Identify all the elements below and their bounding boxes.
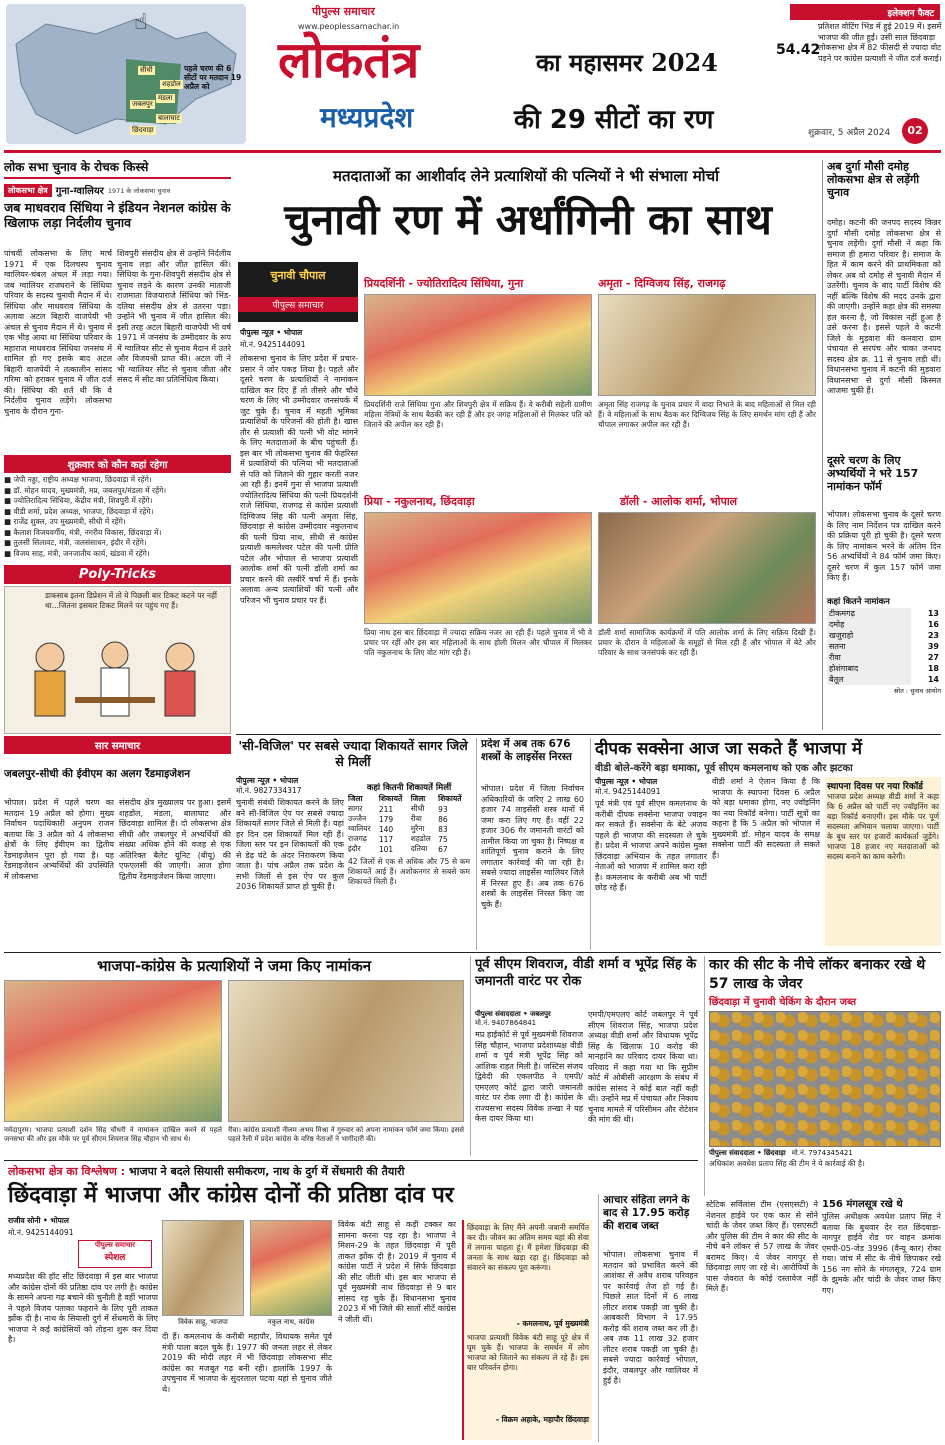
page-number: 02 [902, 118, 928, 144]
friday-schedule-list [4, 475, 231, 559]
main-body: लोकसभा चुनाव के लिए प्रदेश में प्रचार-प्रसार ने जोर पकड़ लिया है। पहले और दूसरे चरण के प्रत्याशियों ने नामांकन दाखिल कर दिए हैं तो तीसरे और चौथे चरण के लिए भी उम्मीदवार जनसंपर्क में जुट चुके हैं। चुनाव में महती भूमिका प्रत्याशियों के परिजनों की होती है। खास तौर से प्रत्याशी की पत्नी भी वोट मांगने के लिए मतदाताओं के बीच पहुंचती हैं। इस बार भी लोकसभा चुनाव की फेहरिस्त में प्रत्याशियों की पत्नियां भी मतदाताओं से पति को जिताने की गुहार करती नजर आ रही हैं। इनमें गुना से भाजपा प्रत्याशी ज्योतिरादित्य सिंधिया की पत्नी प्रियदर्शनी राजे सिंधिया, राजगढ़ से कांग्रेस प्रत्याशी दिग्विजय सिंह की पत्नी अमृता सिंह, छिंदवाड़ा से कांग्रेस उम्मीदवार नकुलनाथ की पत्नी प्रिया नाथ, सीधी से कांग्रेस प्रत्याशी कमलेश्वर पटेल की पत्नी प्रीति पटेल और भोपाल से भाजपा प्रत्याशी आलोक शर्मा की पत्नी डॉली शर्मा का प्रचार करने की तस्वीरें चर्चा में हैं। इनके अलावा अन्य प्रत्याशियों की पत्नी और परिजन भी चुनाव प्रचार पर हैं। [240, 354, 358, 605]
cvigil-byline: पीपुल्स न्यूज़ • भोपाल [236, 776, 299, 785]
evm-story [4, 768, 231, 950]
masthead-title: लोकतंत्र [278, 30, 420, 89]
quote-ahake: भाजपा प्रत्याशी विवेक बंटी साहू पूरे क्षेत्र में घूम चुके हैं। भाजपा के समर्थन में लोग भाजपा को जिताने का संकल्प ले रहे हैं। इस बार परिवर्तन होगा। [467, 1333, 589, 1372]
paper-url[interactable]: www.peoplessamachar.in [298, 22, 400, 31]
evm-headline: जबलपुर-सीधी की ईवीएम का अलग रैंडमाइजेशन [4, 768, 191, 780]
durga-text: दमोह। कटनी की जनपद सदस्य किन्नर दुर्गा मौसी दमोह लोकसभा क्षेत्र से चुनाव लड़ेंगी। दुर्गा मौसी ने कहा कि समाज ही हमारा परिवार है। समाज के हित में काम करने की प्राथमिकता को लेकर अब वो दमोह से चुनावी मैदान में उतरेंगी। चुनाव के बाद पार्टी विशेष की नहीं बल्कि विशेष की मदद उनके द्वारा की जाएगी। उन्होंने कहा क्षेत्र की समस्या हल करना है, जो विकास नहीं हुआ है उसे करना है। इससे पहले वे कटनी जिले के मुड़वारा की कनवारा ग्राम पंचायत से सरपंच और चाका जनपद सदस्य क्षेत्र क्र. 11 से चुनाव लड़ी थीं। विधानसभा चुनाव में कटनी की मुड़वारा विधानसभा से दुर्गा मौसी किस्मत आजमा चुकी हैं। [827, 218, 941, 395]
photo-vivek-sahu [162, 1220, 244, 1316]
table-header: जिला शिकायतें जिला शिकायतें [348, 794, 462, 803]
table-source: स्रोत : चुनाव आयोग [893, 687, 941, 695]
table-row: बैतूल 14 [829, 675, 939, 684]
masthead-title-rest: का महासमर 2024 [536, 48, 718, 77]
cvigil-story [236, 738, 470, 950]
photo-priya [364, 512, 592, 624]
logo-title: चुनावी चौपाल [270, 269, 326, 282]
map-label: सीधी [140, 66, 153, 74]
foundation-headline: स्थापना दिवस पर नया रिकॉर्ड [827, 782, 923, 792]
locker-text: अधिकांश अवधेश प्रताप सिंह की टीम ने ये कार्रवाई की है। [709, 1159, 865, 1168]
photo-rewa [228, 980, 464, 1122]
list-item: ■ जेपी नड्डा, राष्ट्रीय अध्यक्ष भाजपा, छिंदवाड़ा में रहेंगे। [4, 475, 152, 484]
durga-headline: अब दुर्गा मौसी दमोह लोकसभा क्षेत्र से लड़ेंगी चुनाव [827, 160, 920, 199]
fact-number: 54.42 [776, 42, 821, 58]
analysis-kicker-text: भाजपा ने बदले सियासी समीकरण, नाथ के दुर्ग में सेंधमारी की तैयारी [128, 1165, 405, 1178]
photo-narmadapuram [4, 980, 222, 1122]
photo-text-4: डॉली शर्मा सामाजिक कार्यक्रमों में पति आलोक शर्मा के लिए सक्रिय दिखी हैं। प्रचार के दौरान वे महिलाओं के समूहों से मिल रही हैं और भोपाल में बेटे और परिवार के साथ जनसंपर्क कर रही हैं। [598, 628, 816, 657]
table-row: सागर 211 सीधी 93 [348, 804, 448, 814]
issue-date: शुक्रवार, 5 अप्रैल 2024 [808, 128, 891, 138]
cvigil-table-title: कहां कितनी शिकायतें मिलीं [366, 783, 452, 793]
warrant-mobile: मो.नं. 9407864841 [475, 1019, 537, 1027]
main-mobile: मो.नं. 9425144091 [240, 340, 306, 349]
photo-text-1: प्रियदर्शिनी राजे सिंधिया गुना और शिवपुरी क्षेत्र में सक्रिय हैं। वे करीबी सहेली ग्रामीण महिला नेत्रियों के साथ बैठकी कर रही हैं और हर जगह महिलाओं से मिलकर पति को जिताने की अपील कर रही हैं। [364, 400, 592, 429]
photo-nakul-nath [250, 1220, 332, 1316]
locker-headline: कार की सीट के नीचे लॉकर बनाकर रखे थे 57 लाख के जेवर [709, 957, 926, 992]
cvigil-table [348, 794, 470, 854]
mangalsutra-headline: 156 मंगलसूत्र रखे थे [822, 1199, 903, 1210]
photo-caption-2: रीवा। कांग्रेस प्रत्याशी नीलम अभय मिश्रा ने गुरुवार को अपना नामांकन फॉर्म जमा किया। इससे पहले रैली में प्रदेश कांग्रेस के वरिष्ठ नेताओं ने भागीदारी की। [228, 1126, 464, 1143]
table-row: टीकमगढ़ 13 [829, 609, 939, 618]
warrant-text-1: मप्र हाईकोर्ट से पूर्व मुख्यमंत्री शिवराज सिंह चौहान, भाजपा प्रदेशाध्यक्ष वीडी शर्मा व पूर्व मंत्री भूपेंद्र सिंह को आंशिक राहत मिली है। जस्टिस संजय द्विवेदी की एकलपीठ ने एमपी/एमएलए कोर्ट द्वारा जारी जमानती वारंट पर रोक लगा दी है। कांग्रेस के राज्यसभा सदस्य विवेक तन्खा ने यह केस दायर किया था। [475, 1030, 583, 1123]
photo-name-3: प्रिया - नकुलनाथ, छिंदवाड़ा [364, 495, 475, 508]
story-col-2: शिवपुरी संसदीय क्षेत्र से उन्होंने निर्दलीय चुनाव लड़ा और जीत हासिल की। सिंधिया के गुना-शिवपुरी संसदीय क्षेत्र से चुनाव लड़ने के कारण उनकी माताजी राजमाता विजयाराजे सिंधिया को भिंड-दतिया संसदीय क्षेत्र से उतरना पड़ा। उन्होंने भी चुनाव में जीत हासिल की। इसी तरह अटल बिहारी वाजपेयी भी वर्ष 1971 में जनसंघ के उम्मीदवार के रूप में ग्वालियर सीट से चुनाव मैदान में उतरे और विजयश्री प्राप्त की। अटल जी ने भी ग्वालियर सीट से चुनाव जीता और संसद में सीट का प्रतिनिधित्व किया। [117, 249, 231, 384]
rochak-kisse-title: लोक सभा चुनाव के रोचक किस्से [4, 158, 231, 179]
cartoon [4, 586, 231, 734]
right-column [822, 160, 941, 730]
main-headline: चुनावी रण में अर्धांगिनी का साथ [284, 195, 772, 244]
ink-finger-icon: ☝ [134, 10, 148, 35]
table-row: सतना 39 [829, 642, 939, 651]
deepak-text-1: पूर्व मंत्री एवं पूर्व सीएम कमलनाथ के करीबी दीपक सक्सेना भाजपा ज्वाइन कर सकते हैं। सक्सेना के बेटे अजय पहले ही भाजपा की सदस्यता ले चुके हैं। प्रदेश में भाजपा अपने कांग्रेस मुक्त छिंदवाड़ा अभियान के तहत लगातार नेताओं को भाजपा में शामिल करा रही है। कमलनाथ के करीबी अब भी पार्टी छोड़ रहे हैं। [595, 799, 707, 892]
locker-mobile: मो.नं. 7974345421 [791, 1149, 853, 1157]
liquor-headline: आचार संहिता लगने के बाद से 17.95 करोड़ की शराब जब्त [603, 1194, 690, 1232]
locker-subhead: छिंदवाड़ा में चुनावी चेकिंग के दौरान जब्त [709, 997, 857, 1008]
photo-priyadarshini [364, 294, 592, 396]
photo-name-4: डॉली - आलोक शर्मा, भोपाल [620, 495, 738, 508]
locker-byline: पीपुल्स संवाददाता • छिंदवाड़ा [709, 1149, 786, 1157]
deepak-byline: पीपुल्स न्यूज़ • भोपाल [595, 777, 658, 786]
masthead [0, 0, 945, 150]
nomination-photo-headline: भाजपा-कांग्रेस के प्रत्याशियों ने जमा किए नामांकन [96, 957, 372, 975]
deepak-headline: दीपक सक्सेना आज जा सकते हैं भाजपा में [595, 739, 863, 759]
map-label: शहडोल [162, 80, 181, 88]
cvigil-mobile: मो.नं. 9827334317 [236, 786, 302, 795]
friday-schedule-title: शुक्रवार को कौन कहां रहेगा [4, 455, 231, 473]
photo-amrita [598, 294, 816, 396]
analysis-label: लोकसभा क्षेत्र का विश्लेषण : [8, 1165, 126, 1178]
table-row: होशंगाबाद 18 [829, 664, 939, 673]
list-item: ■ डॉ. मोहन यादव, मुख्यमंत्री, मप्र, जबलपुर/मंडला में रहेंगे। [4, 485, 167, 495]
photo-text-3: प्रिया नाथ इस बार छिंदवाड़ा में ज्यादा सक्रिय नजर आ रही हैं। पहले चुनाव में भी वे प्रचार पर रहीं और इस बार महिलाओं के साथ होली मिलन और चौपाल में मिलकर पति नकुलनाथ के लिए वोट मांग रही हैं। [364, 628, 592, 657]
quote-kamalnath-by: - कमलनाथ, पूर्व मुख्यमंत्री [516, 1319, 589, 1328]
fact-text: प्रतिशत वोटिंग भिंड में हुई 2019 में। इसमें भाजपा की जीत हुई। उसी साल छिंदवाड़ा लोकसभा क्षेत्र में 82 फीसदी से ज्यादा वोट पड़ने पर कांग्रेस प्रत्याशी ने जीत दर्ज कराई। [818, 22, 942, 63]
mangalsutra-text: पुलिस अधीक्षक अवधेश प्रताप सिंह ने बताया कि बुधवार देर रात छिंदवाड़ा-नागपुर हाईवे रोड पर वाहन क्रमांक एमपी-05-जेड 3996 (वैन्यू कार) रोका गया। जांच में सीट के नीचे छिपाकर रखे 156 नग सोने के मंगलसूत्र, 724 ग्राम के झुमके और चांदी के जेवर जब्त किए गए। [822, 1212, 941, 1295]
map-note: पहले चरण की 6 सीटों पर मतदान 19 अप्रैल को [184, 64, 242, 91]
analysis-kicker [8, 1164, 698, 1179]
photo-text-2: अमृता सिंह राजगढ़ के चुनाव प्रचार में वादा निभाने के बाद महिलाओं से मिल रही हैं। वे महिलाओं के साथ बैठक कर दिग्विजय सिंह के लिए समर्थन मांग रही हैं और चौपाल लगाकर अपील कर रही हैं। [598, 400, 816, 429]
cartoon-caption: डाकसाब इतना डिप्रेशन में तो ये पिछली बार टिकट कटने पर नहीं था...जितना इसबार टिकट मिलने पर पहुंच गए हैं। [45, 591, 217, 610]
nomination-table [827, 608, 939, 685]
quote-kamalnath: छिंदवाड़ा के लिए मैंने अपनी जवानी समर्पित कर दी। जीवन का अंतिम समय यहां की सेवा में लगाना चाहता हूं। मैं हमेशा छिंदवाड़ा की जनता के साथ खड़ा रहा हूं। छिंदवाड़ा को संवारने का संकल्प पूरा करूंगा। [467, 1223, 589, 1272]
table-row: रीवा 27 [829, 653, 939, 662]
photo-name-1: प्रियदर्शिनी - ज्योतिरादित्य सिंधिया, गुना [364, 277, 524, 290]
quote-box [462, 1220, 592, 1440]
paper-name: पीपुल्स समाचार [312, 5, 375, 18]
map-label: मंडला [158, 94, 173, 102]
bottom-headline: छिंदवाड़ा में भाजपा और कांग्रेस दोनों की प्रतिष्ठा दांव पर [8, 1183, 454, 1208]
list-item: ■ राजेंद्र शुक्ल, उप मुख्यमंत्री, सीधी में रहेंगे। [4, 517, 126, 526]
bottom-text-3: विवेक बंटी साहू से कड़ी टक्कर का सामना करना पड़ रहा है। भाजपा ने मिशन-29 के तहत छिंदवाड़ा में पूरी ताकत झोंक दी है। 2019 में चुनाव में कांग्रेस पार्टी ने प्रदेश में सिर्फ छिंदवाड़ा की सीट जीती थी। इस बार भाजपा से पूर्व मुख्यमंत्री नाथ छिंदवाड़ा से 9 बार सांसद रह चुके हैं। विधानसभा चुनाव 2023 में भी जिले की सातों सीटें कांग्रेस ने जीती थीं। [338, 1220, 456, 1324]
main-kicker: मतदाताओं का आशीर्वाद लेने प्रत्याशियों की पत्नियों ने भी संभाला मोर्चा [333, 167, 719, 185]
evm-col-2: संसदीय क्षेत्र मुख्यालय पर हुआ। इसमें शहडोल, मंडला, बालाघाट और छिंदवाड़ा शामिल हैं। दो लोकसभा क्षेत्र सीधी और जबलपुर में अभ्यर्थियों की संख्या अधिक होने की वजह से एक अतिरिक्त बैलेट यूनिट (बीयू) की एफएलसी की जाएगी। आज होगा द्वितीय रेंडमाइजेशन किया जाएगा। [119, 798, 231, 881]
liquor-story [598, 1194, 698, 1442]
year-note: 1971 के लोकसभा चुनाव [107, 186, 171, 195]
table-row: उज्जैन 179 रीवा 86 [348, 814, 448, 824]
special-label: स्पेशल [104, 1253, 126, 1263]
special-paper: पीपुल्स समाचार [94, 1241, 136, 1249]
deepak-text-2: वीडी शर्मा ने ऐलान किया है कि भाजपा के स्थापना दिवस 6 अप्रैल को बड़ा धमाका होगा, नए ज्वॉइनिंग का नया रिकॉर्ड बनेगा। पार्टी सूत्रों का कहना है कि 5 अप्रैल को भोपाल में मुख्यमंत्री डॉ. मोहन यादव के समक्ष सक्सेना पार्टी की सदस्यता ले सकते हैं। [712, 777, 820, 860]
evm-col-1: भोपाल। प्रदेश में पहले चरण का मतदान 19 अप्रैल को होगा। मुख्य निर्वाचन पदाधिकारी अनुपम राजन बताया कि 3 अप्रैल को 4 लोकसभा क्षेत्रों के लिए ईवीएम का द्वितीय रेंडमाइजेशन पूरा हो गया है। यह रेंडमाइजेशन अभ्यर्थियों की उपस्थिति में लोकसभा [4, 798, 114, 881]
row-divider-3 [4, 1160, 698, 1161]
bottom-mobile: मो.नं. 9425144091 [8, 1228, 74, 1237]
row-divider-1 [236, 734, 941, 735]
mangalsutra-story [822, 1196, 941, 1442]
list-item: ■ वीडी शर्मा, प्रदेश अध्यक्ष, भाजपा, छिंदवाड़ा में रहेंगे। [4, 506, 154, 516]
license-story [476, 738, 584, 950]
jewellery-photo [709, 1011, 941, 1147]
table-row: दमोह 16 [829, 620, 939, 629]
nomination-headline: दूसरे चरण के लिए अभ्यर्थियों ने भरे 157 नामांकन फॉर्म [827, 454, 919, 493]
bottom-text-2: दी हैं। कमलनाथ के करीबी महापौर, विधायक समेत पूर्व मंत्री पाला बदल चुके हैं। 1977 की जनता लहर से लेकर 2019 की मोदी लहर में भी छिंदवाड़ा लोकसभा सीट कांग्रेस का मजबूत गढ़ बनी रही। हालांकि 1997 के उपचुनाव में भाजपा के सुंदरलाल पटवा यहां से चुनाव जीते थे। [162, 1332, 332, 1394]
list-item: ■ कैलाश विजयवर्गीय, मंत्री, नगरीय विकास, छिंदवाड़ा में। [4, 527, 162, 537]
liquor-text: भोपाल। लोकसभा चुनाव में मतदान को प्रभावित करने की आशंका से अवैध शराब परिवहन पर कार्रवाई तेज हो गई है। पिछले सात दिनों में 6 लाख लीटर शराब पकड़ी जा चुकी है। आबकारी विभाग ने 17.95 करोड़ की शराब जब्त कर ली है। अब तक 11 लाख 32 हजार लीटर शराब पकड़ी जा चुकी है। सबसे ज्यादा कार्रवाई भोपाल, इंदौर, जबलपुर और ग्वालियर में हुई है। [603, 1250, 698, 1385]
chunavi-chaupal-logo [238, 262, 358, 322]
saar-samachar-title: सार समाचार [4, 736, 231, 754]
list-item: ■ ज्योतिरादित्य सिंधिया, केंद्रीय मंत्री, शिवपुरी में रहेंगे। [4, 496, 153, 505]
nomination-text: भोपाल। लोकसभा चुनाव के दूसरे चरण के लिए नाम निर्देशन पत्र दाखिल करने की प्रक्रिया पूरी हो चुकी है। दूसरे चरण के लिए नामांकन भरने के अंतिम दिन 56 अभ्यर्थियों ने 84 फॉर्म जमा किए। दूसरे चरण में कुल 157 फॉर्म जमा किए हैं। [827, 510, 941, 582]
fact-label: इलेक्शन फैक्ट [790, 4, 940, 20]
license-text: भोपाल। प्रदेश में जिला निर्वाचन अधिकारियों के जरिए 2 लाख 60 हजार 74 लाइसेंसी शस्त्र थानों में जमा करा लिए गए हैं। वहीं 22 हजार 306 गैर जमानती वारंटों को तामील किया जा चुका है। निष्पक्ष व शांतिपूर्ण चुनाव कराने के लिए लगातार कार्रवाई की जा रही है। सबसे ज्यादा लाइसेंस ग्वालियर जिले में निरस्त हुए हैं। अब तक 676 शस्त्रों के लाइसेंस निरस्त किए जा चुके हैं। [481, 784, 584, 909]
photo-caption-1: नर्मदापुरम। भाजपा प्रत्याशी दर्शन सिंह चौधरी ने नामांकन दाखिल करने से पहले जनसभा की और इस मौके पर पूर्व सीएम शिवराज सिंह चौहान भी साथ थे। [4, 1126, 222, 1143]
logo-paper: पीपुल्स समाचार [238, 297, 358, 312]
constituency-tag: लोकसभा क्षेत्र [4, 184, 52, 197]
warrant-headline: पूर्व सीएम शिवराज, वीडी शर्मा व भूपेंद्र सिंह के जमानती वारंट पर रोक [475, 957, 697, 989]
deepak-subhead: वीडी बोले-करेंगे बड़ा धमाका, पूर्व सीएम कमलनाथ को एक और झटका [595, 763, 853, 774]
foundation-text: भाजपा प्रदेश अध्यक्ष वीडी शर्मा ने कहा कि 6 अप्रैल को पार्टी नए ज्वॉइनिंग का बड़ा रिकॉर्ड बनाएगी। इस मौके पर पूर्ण सदस्यता अभियान चलाया जाएगा। पार्टी के बूथ स्तर पर हजारों कार्यकर्ता जुड़ेंगे। भाजपा 18 हजार नए मतदाताओं को सदस्य बनाने का काम करेगी। [827, 792, 939, 861]
special-badge [78, 1240, 152, 1268]
locker-story [704, 956, 941, 1196]
table-row: ग्वालियर 140 मुरैना 83 [348, 824, 448, 834]
list-item: ■ विजय साह, मंत्री, जनजातीय कार्य, खंडवा में रहेंगे। [4, 548, 150, 558]
photo-caption-nakul: नकुल नाथ, कांग्रेस [267, 1318, 315, 1326]
cvigil-text: चुनावी संबंधी शिकायत करने के लिए बने सी-विजिल ऐप पर सबसे ज्यादा शिकायतें सागर जिले से मिली हैं। यहां हर दिन दस शिकायतें मिल रही हैं। जिला स्तर पर इन शिकायतों की एक से डेढ़ घंटे के अंदर निराकरण किया जाता है। पांच अप्रैल तक प्रदेश के सभी जिलों से इस ऐप पर कुल 2036 शिकायतें प्राप्त हो चुकी हैं। [236, 798, 344, 891]
table-row: खजुराहो 23 [829, 631, 939, 640]
warrant-text-2: एमपी/एमएलए कोर्ट जबलपुर ने पूर्व सीएम शिवराज सिंह, भाजपा प्रदेश अध्यक्ष वीडी शर्मा और विधायक भूपेंद्र सिंह के खिलाफ 10 करोड़ की मानहानि का परिवाद दायर किया था। परिवाद में कहा गया था कि सुप्रीम कोर्ट में ओबीसी आरक्षण के संबंध में कांग्रेस सांसद ने कोई बात नहीं कही थी। उन्होंने मप्र में पंचायत और निकाय चुनाव मामले में परिसीमन और रोटेशन की मांग की थी। [588, 1010, 698, 1124]
main-byline: पीपुल्स न्यूज़ • भोपाल [240, 328, 303, 337]
warrant-byline: पीपुल्स संवाददाता • जबलपुर [475, 1010, 551, 1018]
left-column [4, 158, 231, 758]
bottom-byline: राजीव सोनी • भोपाल [8, 1216, 69, 1225]
cvigil-note: 42 जिलों से एक से अधिक और 75 से कम शिकायतें आई हैं। अशोकनगर से सबसे कम शिकायतें मिली हैं। [348, 857, 470, 886]
photo-dolly [598, 512, 816, 624]
state-map [6, 4, 246, 144]
cartoon-figures-icon [15, 627, 220, 731]
photo-name-2: अमृता - दिग्विजय सिंह, राजगढ़ [598, 277, 726, 290]
constituency-place: गुना-ग्वालियर [55, 186, 104, 197]
table-row: इंदौर 101 दतिया 67 [348, 844, 448, 854]
quote-ahake-by: - विक्रम अहाके, महापौर छिंदवाड़ा [495, 1415, 589, 1424]
row-divider-2 [4, 952, 941, 953]
license-headline: प्रदेश में अब तक 676 शस्त्रों के लाइसेंस निरस्त [481, 738, 572, 763]
cvigil-headline: 'सी-विजिल' पर सबसे ज्यादा शिकायतें सागर जिले से मिलीं [238, 738, 468, 769]
story-col-1: पांचवीं लोकसभा के लिए मार्च 1971 में एक दिलचस्प चुनाव ग्वालियर-चंबल अंचल में लड़ा गया। जब ग्वालियर राजघराने के सिंधिया परिवार के सदस्य चुनावी मैदान में थे। सिंधिया और माधवराव सिंधिया के अलावा अटल बिहारी वाजपेयी भी अंचल से चुनाव मैदान में थे। चुनाव में एक भीड़ आया था सिंधिया परिवार के महाराज माधवराव सिंधिया जनसंघ में शामिल हो गए इसके बाद अटल बिहारी वाजपेयी ने तत्कालीन सांसद गरिमा को हराकर चुनाव में जीत दर्ज की। सिंधिया की शर्त थी कि वे निर्दलीय चुनाव लड़ेंगे। लोकसभा चुनाव के दौरान गुना- [4, 249, 112, 416]
warrant-story [470, 956, 698, 1156]
sst-text: स्टेटिक सर्विलांस टीम (एसएसटी) ने नेशनल हाईवे पर एक कार से सोने चांदी के जेवर जब्त किए हैं। एसएसटी और पुलिस की टीम ने कार की सीट के नीचे बने लॉकर से 57 लाख के जेवर बरामद किए। ये जेवर नागपुर से छिंदवाड़ा लाए जा रहे थे। आरोपियों के पास जेवरात के कोई दस्तावेज नहीं मिले हैं। [706, 1200, 818, 1293]
masthead-subtitle-rest: की 29 सीटों का रण [514, 105, 714, 135]
deepak-story [590, 738, 941, 950]
nomination-photo-story [4, 956, 464, 1156]
masthead-subtitle-state: मध्यप्रदेश [320, 101, 414, 134]
deepak-mobile: मो.नं. 9425144091 [595, 787, 661, 796]
list-item: ■ तुलसी सिलावट, मंत्री, जलसंसाधन, इंदौर में रहेंगे। [4, 538, 147, 547]
map-label: जबलपुर [132, 100, 153, 108]
masthead-rule [4, 150, 941, 153]
nomination-table-title: कहां कितने नामांकन [827, 597, 890, 607]
photo-caption-vivek: विवेक साहू, भाजपा [178, 1318, 228, 1326]
map-label: छिंदवाड़ा [132, 126, 154, 134]
map-label: बालाघाट [158, 114, 180, 122]
table-row: राजगढ़ 117 शहडोल 75 [348, 834, 448, 844]
bottom-text-1: मध्यप्रदेश की हॉट सीट छिंदवाड़ा में इस बार भाजपा और कांग्रेस दोनों की प्रतिष्ठा दांव पर लगी है। कांग्रेस के सामने अपना गढ़ बचाने की चुनौती है वहीं भाजपा ने पहले विजय पताका फहराने के लिए पूरी ताकत झोंक दी है। नाथ के सियासी दुर्ग में सेंधमारी के लिए भाजपा ने कई कांग्रेसियों को तोड़ना शुरू कर दिया है। [8, 1272, 158, 1344]
story-headline: जब माधवराव सिंधिया ने इंडियन नेशनल कांग्रेस के खिलाफ लड़ा निर्दलीय चुनाव [4, 200, 231, 230]
poly-tricks-title: Poly-Tricks [4, 565, 231, 584]
